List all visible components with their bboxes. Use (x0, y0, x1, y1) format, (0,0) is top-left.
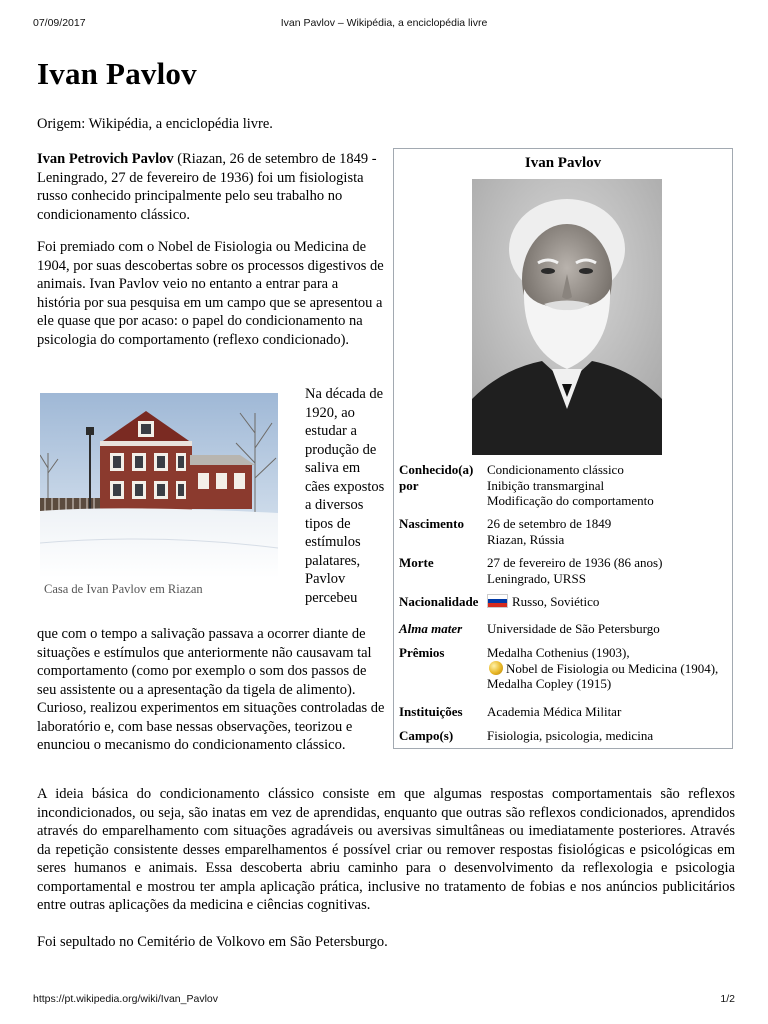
known-for-link-3[interactable]: Modificação do comportamento (487, 493, 654, 508)
print-page-title: Ivan Pavlov – Wikipédia, a enciclopédia livre (280, 17, 488, 29)
intro-bold-name: Ivan Petrovich Pavlov (37, 151, 174, 167)
infobox-value (487, 462, 727, 509)
decade-paragraph-continued: que com o tempo a salivação passava a ocorrer diante de situações e estímulos que anteriormente não causavam tal comportamento (como por exemplo o som dos passos de seu assistente ou a apresentação da tigela de alimento). Curioso, realizou experimentos em situações controladas de laboratório e, com base nessas observações, teorizou e enunciou o mecanismo do condicionamento clássico. (37, 626, 385, 753)
photo-caption: Casa de Ivan Pavlov em Riazan (44, 582, 203, 596)
alma-mater-link[interactable]: Universidade de São Petersburgo (487, 621, 660, 636)
infobox-key: Morte (399, 555, 434, 570)
known-for-link-1[interactable]: Condicionamento clássico (487, 462, 624, 477)
death-place-link[interactable]: Leningrado, URSS (487, 570, 586, 586)
birth-place-link[interactable]: Riazan, Rússia (487, 531, 565, 547)
infobox-key: Nacionalidade (399, 594, 479, 609)
russia-flag-icon (487, 594, 508, 608)
infobox-value (487, 704, 727, 720)
infobox-key: Conhecido(a) por (399, 462, 474, 493)
article-title: Ivan Pavlov (37, 56, 197, 91)
print-header (33, 17, 735, 31)
infobox-value (487, 728, 727, 744)
infobox (393, 148, 733, 749)
infobox-value (487, 645, 727, 692)
portrait-photo[interactable] (472, 179, 662, 455)
house-photo-image (40, 393, 278, 578)
print-url: https://pt.wikipedia.org/wiki/Ivan_Pavlov (33, 993, 219, 1005)
known-for-link-2[interactable]: Inibição transmarginal (487, 477, 605, 493)
infobox-title: Ivan Pavlov (524, 155, 602, 171)
infobox-value (487, 621, 727, 637)
print-footer (33, 993, 735, 1007)
infobox-key: Prêmios (399, 645, 445, 660)
burial-paragraph: Foi sepultado no Cemitério de Volkovo em São Petersburgo. (37, 934, 388, 950)
infobox-key: Instituições (399, 704, 463, 719)
infobox-key: Alma mater (399, 621, 463, 636)
intro-paragraph (37, 150, 385, 224)
infobox-value (487, 594, 727, 610)
portrait-image (472, 179, 662, 455)
print-date: 07/09/2017 (33, 17, 86, 29)
infobox-key: Campo(s) (399, 728, 454, 743)
nationality-link[interactable]: Russo, Soviético (512, 594, 600, 609)
award-cothenius-link[interactable]: Medalha Cothenius (1903), (487, 645, 630, 660)
award-copley-link[interactable]: Medalha Copley (1915) (487, 676, 612, 691)
intro-rest: (Riazan, 26 de setembro de 1849 - Leningrado, 27 de fevereiro de 1936) foi um fisiologista russo conhecido principalmente pelo seu trabalho no condicionamento clássico. (37, 151, 377, 223)
institution-link[interactable]: Academia Médica Militar (487, 704, 622, 719)
print-page-number: 1/2 (720, 993, 735, 1005)
infobox-value: 26 de setembro de 1849 Riazan, Rússia (487, 516, 727, 547)
fields-link[interactable]: Fisiologia, psicologia, medicina (487, 728, 654, 743)
classical-conditioning-paragraph: A ideia básica do condicionamento clássico consiste em que algumas respostas comportamentais são reflexos incondicionados, ou seja, são inatas em vez de aprendidas, enquanto que outras são reflexos condicionados, aprendidos através do emparelhamento com situações agradáveis ou aversivas simultâneas ou imediatamente posteriores. Através da repetição consistente desses emparelhamentos é possível criar ou remover respostas fisiológicas e psicológicas em seres humanos e animais. Essa descoberta abriu caminho para o desenvolvimento da reflexologia e psicologia comportamental e mostrou ter ampla aplicação prática, inclusive no tratamento de fobias e nos anúncios publicitários entre outras aplicações da medicina e ciências cognitivas. (37, 786, 735, 913)
nobel-paragraph: Foi premiado com o Nobel de Fisiologia ou Medicina de 1904, por suas descobertas sobre os processos digestivos de animais. Ivan Pavlov veio no entanto a entrar para a história por sua pesquisa em um campo que se apresentou a ele quase que por acaso: o papel do condicionamento na psicologia do comportamento (reflexo condicionado). (37, 239, 384, 348)
house-photo[interactable] (40, 393, 278, 578)
decade-paragraph-side: Na década de 1920, ao estudar a produção de saliva em cães expostos a diversos tipos de estímulos palatares, Pavlov percebeu (305, 386, 385, 606)
infobox-key: Nascimento (399, 516, 464, 531)
infobox-value: 27 de fevereiro de 1936 (86 anos) Leningrado, URSS (487, 555, 727, 586)
award-nobel-link[interactable]: Nobel de Fisiologia ou Medicina (1904), (506, 660, 719, 676)
article-origin: Origem: Wikipédia, a enciclopédia livre. (37, 116, 273, 132)
nobel-medal-icon (489, 661, 503, 675)
